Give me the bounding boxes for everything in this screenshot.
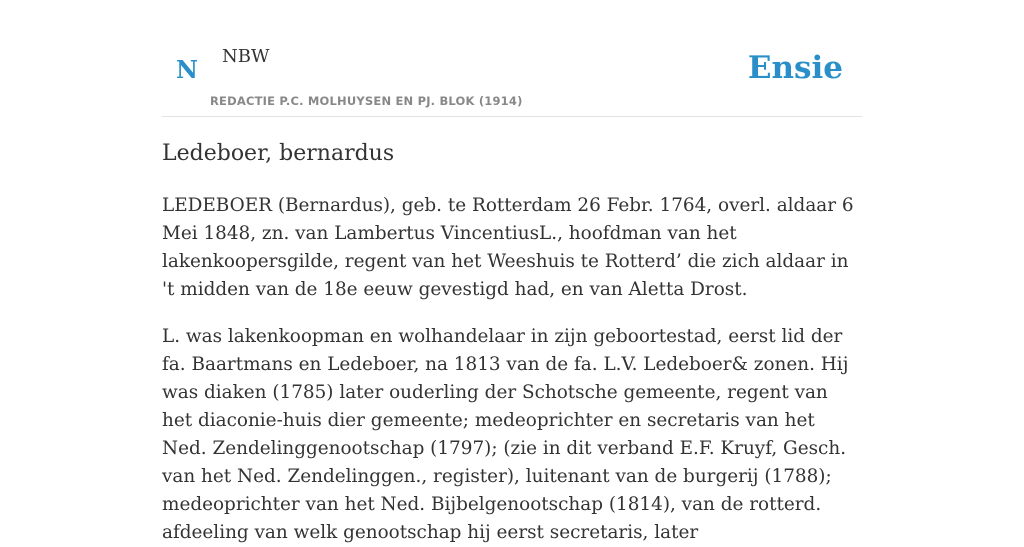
ensie-logo-link[interactable]: Ensie — [747, 50, 843, 86]
book-title[interactable]: NBW — [222, 46, 270, 67]
entry-paragraph-2: L. was lakenkoopman en wolhandelaar in zijn geboortestad, eerst lid der fa. Baartmans en Ledeboer, na 1813 van de fa. L.V. Ledeboer& zonen. Hij was diaken (1785) later ouderling der Schotsche gemeente, regent van het diaconie-huis dier gemeente; medeoprichter en secretaris van het Ned. Zendelinggenootschap (1797); (zie in dit verband E.F. Kruyf, Gesch. van het Ned. Zendelinggen., register), luitenant van de burgerij (1788); medeoprichter van het Ned. Bijbelgenootschap (1814), van de rotterd. afdeeling van welk genootschap hij eerst secretaris, later — [162, 326, 849, 543]
entry-paragraph-1: LEDEBOER (Bernardus), geb. te Rotterdam 26 Febr. 1764, overl. aldaar 6 Mei 1848, zn. van Lambertus VincentiusL., hoofdman van het lakenkoopersgilde, regent van het Weeshuis te Rotterd’ die zich aldaar in 't midden van de 18e eeuw gevestigd had, en van Aletta Drost. — [162, 195, 854, 300]
entry-title: Ledeboer, bernardus — [162, 141, 395, 166]
book-editors: REDACTIE P.C. MOLHUYSEN EN PJ. BLOK (1914) — [210, 94, 523, 108]
book-logo[interactable]: N — [176, 55, 198, 84]
site-header — [162, 0, 862, 117]
entry-article — [162, 140, 862, 547]
